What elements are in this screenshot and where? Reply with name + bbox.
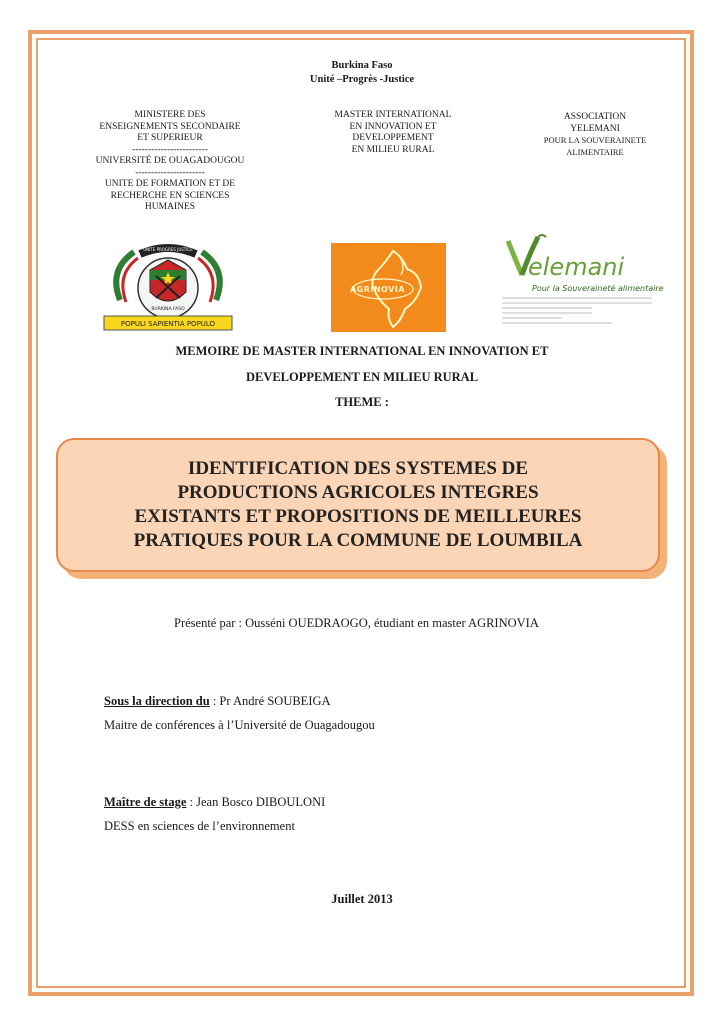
association-line: YELEMANI <box>570 123 620 134</box>
separator: ---------------------- <box>135 167 205 178</box>
country-header <box>0 59 724 87</box>
yelemani-logo-icon <box>498 231 668 329</box>
document-date: Juillet 2013 <box>331 892 393 906</box>
master-line: EN INNOVATION ET <box>349 121 437 132</box>
university-name: UNIVERSITÉ DE OUAGADOUGOU <box>95 156 245 166</box>
memoire-line-1: MEMOIRE DE MASTER INTERNATIONAL EN INNOVATION ET <box>175 344 549 358</box>
internship-supervisor-name: : Jean Bosco DIBOULONI <box>186 795 326 809</box>
association-line: POUR LA SOUVERAINETE <box>543 135 647 145</box>
ministry-line: ENSEIGNEMENTS SECONDAIRE <box>99 121 241 132</box>
ufr-line: UNITE DE FORMATION ET DE <box>104 179 236 189</box>
title-line: PRATIQUES POUR LA COMMUNE DE LOUMBILA <box>133 530 583 551</box>
burkina-top-text: UNITE PROGRES JUSTICE <box>143 247 193 252</box>
master-line: MASTER INTERNATIONAL <box>334 110 452 120</box>
ministry-line: ET SUPERIEUR <box>137 133 203 143</box>
memoire-line-2: DEVELOPPEMENT EN MILIEU RURAL <box>245 370 479 384</box>
ministry-line: MINISTERE DES <box>134 110 206 120</box>
title-line: PRODUCTIONS AGRICOLES INTEGRES <box>177 482 539 503</box>
title-box <box>56 438 660 572</box>
burkina-inner-text: BURKINA FASO <box>151 307 185 312</box>
supervisor-label: Sous la direction du <box>104 694 210 708</box>
master-line: DEVELOPPEMENT <box>352 133 434 143</box>
association-line: ALIMENTAIRE <box>566 146 624 157</box>
internship-supervisor-line <box>104 795 325 810</box>
association-block <box>520 112 670 158</box>
separator: ------------------------ <box>132 144 208 155</box>
yelemani-name: elemani <box>528 253 625 281</box>
presented-by: Présenté par : Ousséni OUEDRAOGO, étudiant en master AGRINOVIA <box>174 616 539 630</box>
thesis-title <box>110 457 607 553</box>
supervisor-name: : Pr André SOUBEIGA <box>209 694 331 708</box>
agrinovia-text: AGRINOVIA <box>349 285 406 294</box>
burkina-ribbon: POPULI SAPIENTIA POPULO <box>120 320 216 328</box>
association-line: ASSOCIATION <box>563 112 627 122</box>
master-line: EN MILIEU RURAL <box>351 144 435 155</box>
title-line: IDENTIFICATION DES SYSTEMES DE <box>187 458 529 479</box>
master-block <box>318 110 468 156</box>
theme-label: THEME : <box>335 395 389 409</box>
agrinovia-logo-icon <box>331 243 446 332</box>
ufr-line: HUMAINES <box>144 202 196 212</box>
yelemani-tagline: Pour la Souveraineté alimentaire <box>532 284 664 293</box>
ufr-line: RECHERCHE EN SCIENCES <box>110 190 230 201</box>
title-line: EXISTANTS ET PROPOSITIONS DE MEILLEURES <box>134 506 582 527</box>
ministry-block <box>80 110 260 214</box>
country-name: Burkina Faso <box>331 60 393 71</box>
internship-supervisor-label: Maître de stage <box>104 795 187 809</box>
burkina-coat-of-arms-icon <box>100 240 236 334</box>
supervisor-line <box>104 694 331 709</box>
national-motto: Unité –Progrès -Justice <box>309 74 415 85</box>
internship-supervisor-title: DESS en sciences de l’environnement <box>104 819 295 833</box>
supervisor-title: Maitre de conférences à l’Université de Ouagadougou <box>104 718 375 732</box>
